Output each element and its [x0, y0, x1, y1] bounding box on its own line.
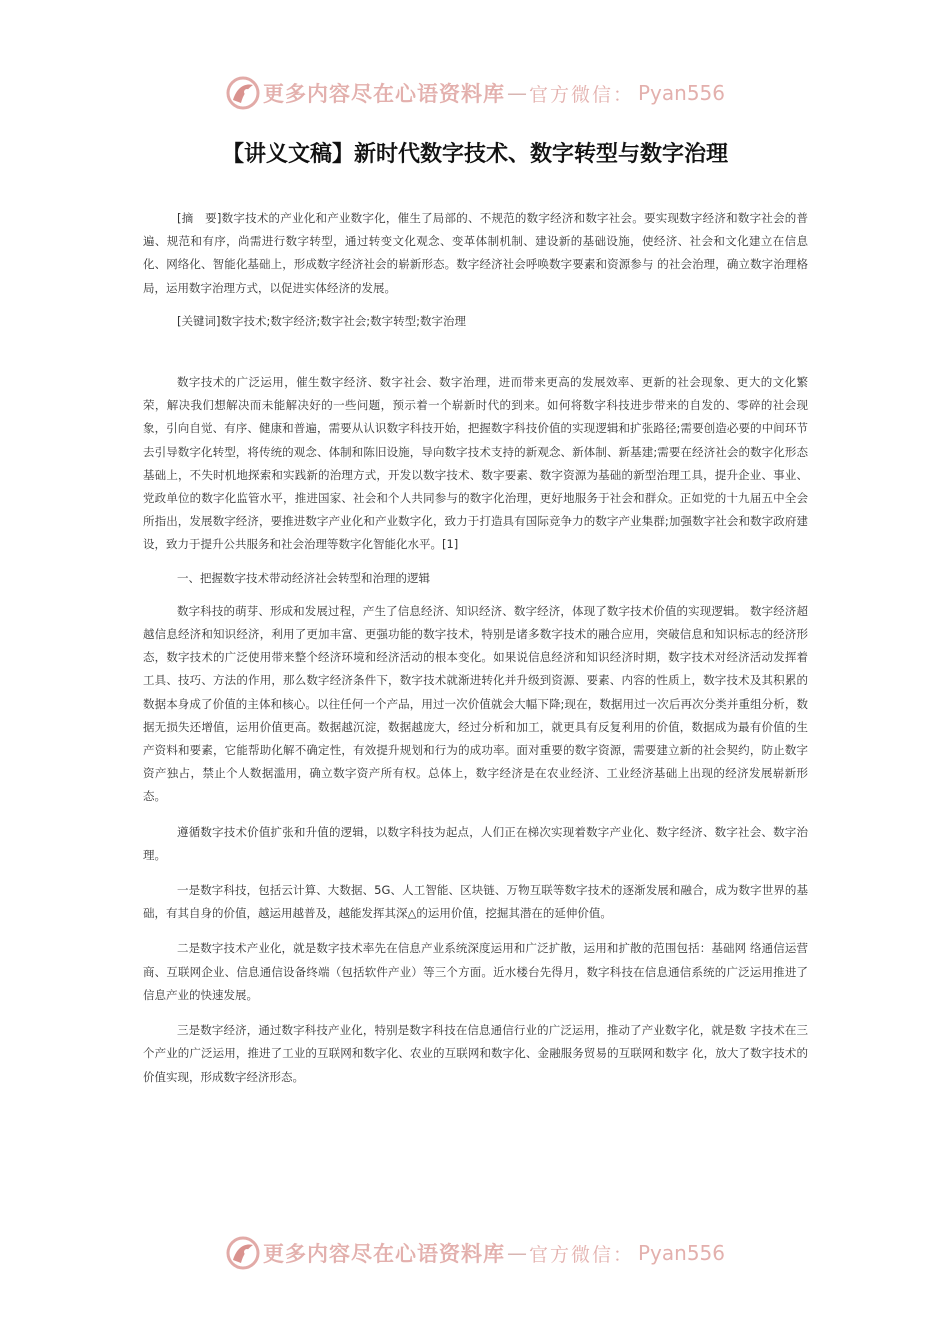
brand-logo-icon: [225, 75, 261, 111]
body-paragraph: 二是数字技术产业化，就是数字技术率先在信息产业系统深度运用和广泛扩散，运用和扩散的范围包括：基础网 络通信运营商、互联网企业、信息通信设备终端（包括软件产业）等三个方面。近水楼台先得月，数字科技在信息通信系统的广泛运用推进了信息产业的快速发展。: [143, 941, 808, 1002]
section-heading: 一、把握数字技术带动经济社会转型和治理的逻辑: [177, 570, 430, 585]
banner-separator: —: [506, 1241, 527, 1265]
intro-paragraph: 数字技术的广泛运用，催生数字经济、数字社会、数字治理，进而带来更高的发展效率、更新的社会现象、更大的文化繁荣，解决我们想解决而未能解决好的一些问题，预示着一个崭新时代的到来。如何将数字科技进步带来的自发的、零碎的社会现象，引向自觉、有序、健康和普遍，需要从认识数字科技开始，把握数字科技价值的实现逻辑和扩张路径;需要创造必要的中间环节去引导数字化转型，将传统的观念、体制和陈旧设施，导向数字技术支持的新观念、新体制、新基建;需要在经济社会的数字化形态基础上，不失时机地探索和实践新的治理方式，开发以数字技术、数字要素、数字资源为基础的新型治理工具，提升企业、事业、党政单位的数字化监管水平，推进国家、社会和个人共同参与的数字化治理，更好地服务于社会和群众。正如党的十九届五中全会所指出，发展数字经济，要推进数字产业化和产业数字化，致力于打造具有国际竞争力的数字产业集群;加强数字社会和数字政府建设，致力于提升公共服务和社会治理等数字化智能化水平。[1]: [143, 375, 808, 552]
brand-logo-icon: [225, 1235, 261, 1271]
banner-wechat-label: 官方微信：: [528, 1243, 634, 1266]
banner-main-text: 更多内容尽在心语资料库: [262, 1241, 505, 1266]
keywords-paragraph: [关键词]数字技术;数字经济;数字社会;数字转型;数字治理: [177, 313, 466, 328]
abstract-paragraph: [摘 要]数字技术的产业化和产业数字化，催生了局部的、不规范的数字经济和数字社会。要实现数字经济和数字社会的普遍、规范和有序，尚需进行数字转型，通过转变文化观念、变革体制机制、建设新的基础设施，使经济、社会和文化建立在信息化、网络化、智能化基础上，形成数字经济社会的崭新形态。数字经济社会呼唤数字要素和资源参与 的社会治理，确立数字治理格局，运用数字治理方式，以促进实体经济的发展。: [143, 211, 808, 295]
banner-main-text: 更多内容尽在心语资料库: [262, 81, 505, 106]
banner-wechat-label: 官方微信：: [528, 83, 634, 106]
banner-separator: —: [506, 81, 527, 105]
document-title: 【讲义文稿】新时代数字技术、数字转型与数字治理: [221, 142, 728, 167]
document-body: [143, 207, 808, 1089]
body-paragraph: 三是数字经济，通过数字科技产业化，特别是数字科技在信息通信行业的广泛运用，推动了产业数字化，就是数 字技术在三个产业的广泛运用，推进了工业的互联网和数字化、农业的互联网和数字化、金融服务贸易的互联网和数字 化，放大了数字技术的价值实现，形成数字经济形态。: [143, 1023, 808, 1084]
banner-wechat-id: Pyan556: [638, 1241, 726, 1265]
footer-banner: [0, 1231, 950, 1275]
body-paragraph: 一是数字科技，包括云计算、大数据、5G、人工智能、区块链、万物互联等数字技术的逐渐发展和融合，成为数字世界的基础，有其自身的价值，越运用越普及，越能发挥其深△的运用价值，挖掘其潜在的延伸价值。: [143, 883, 808, 921]
body-paragraph: 数字科技的萌芽、形成和发展过程，产生了信息经济、知识经济、数字经济，体现了数字技术价值的实现逻辑。 数字经济超越信息经济和知识经济，利用了更加丰富、更强功能的数字技术，特别是诸多数字技术的融合应用，突破信息和知识标志的经济形态，数字技术的广泛使用带来整个经济环境和经济活动的根本变化。如果说信息经济和知识经济时期，数字技术对经济活动发挥着工具、技巧、方法的作用，那么数字经济条件下，数字技术就渐进转化并升级到资源、要素、内容的性质上，数字技术及其积累的数据本身成了价值的主体和核心。以往任何一个产品，用过一次价值就会大幅下降;现在，数据用过一次后再次分类并重组分析，数据无损失还增值，运用价值更高。数据越沉淀，数据越庞大，经过分析和加工，就更具有反复利用的价值，数据成为最有价值的生产资料和要素，它能帮助化解不确定性，有效提升规划和行为的成功率。面对重要的数字资源，需要建立新的社会契约，防止数字资产独占，禁止个人数据滥用，确立数字资产所有权。总体上，数字经济是在农业经济、工业经济基础上出现的经济发展崭新形态。: [143, 603, 808, 804]
body-paragraph: 遵循数字技术价值扩张和升值的逻辑，以数字科技为起点，人们正在梯次实现着数字产业化、数字经济、数字社会、数字治理。: [143, 824, 808, 862]
banner-wechat-id: Pyan556: [638, 81, 726, 105]
header-banner: [0, 71, 950, 115]
